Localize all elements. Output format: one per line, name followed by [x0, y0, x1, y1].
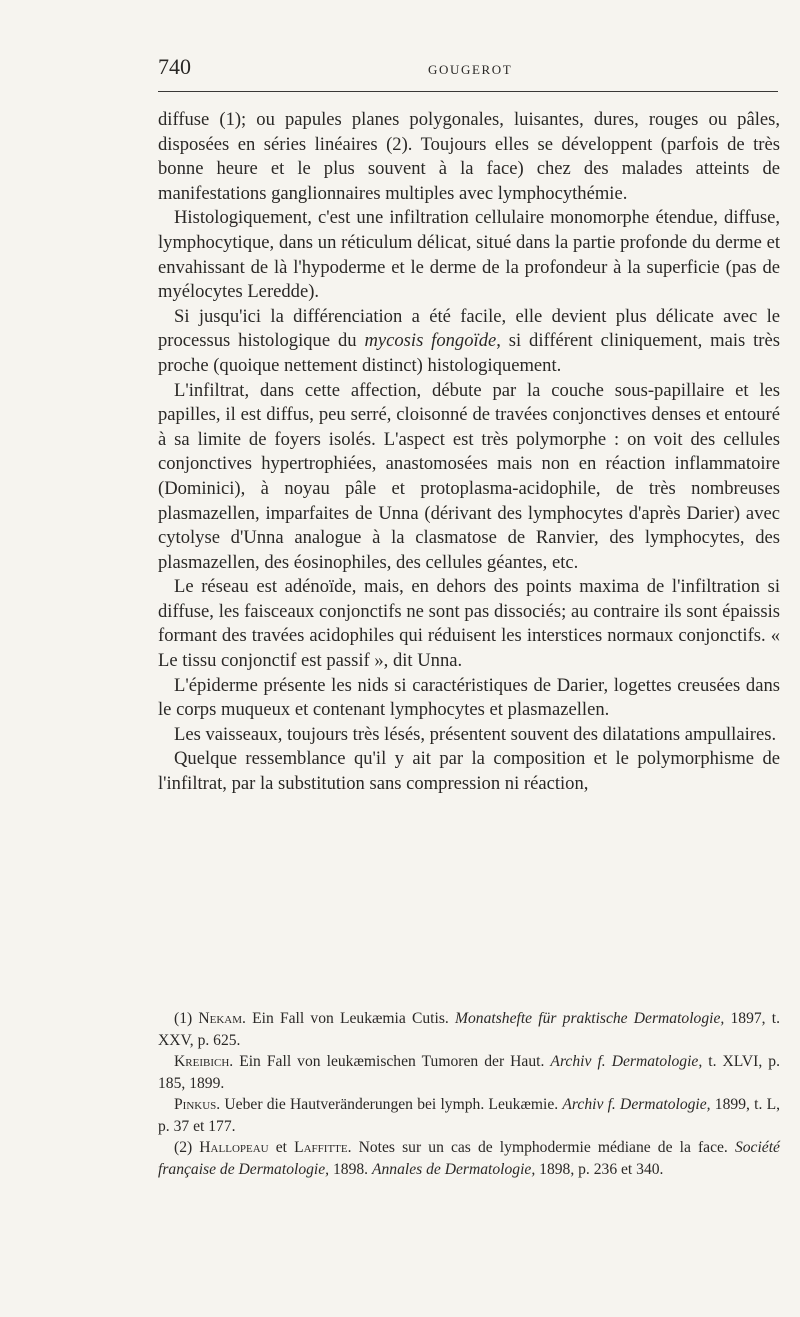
footnote-author: Laffitte	[294, 1139, 348, 1156]
footnotes	[158, 1008, 780, 1180]
footnote-author: Nekam	[198, 1010, 243, 1027]
paragraph: Histologiquement, c'est une infiltration cellulaire monomorphe étendue, diffuse, lymphocytique, dans un réticulum délicat, situé dans la partie profonde du derme et envahissant de là l'hypoderme et le derme de la profondeur à la superficie (pas de myélocytes Leredde).	[158, 207, 780, 303]
footnote-text: . Ueber die Hautveränderungen bei lymph. Leukæmie.	[216, 1096, 563, 1113]
footnote-text: . Notes sur un cas de lymphodermie médiane de la face.	[347, 1139, 735, 1156]
page-header	[158, 54, 780, 84]
header-rule	[158, 91, 778, 92]
footnote	[158, 1094, 780, 1137]
footnote-text: . Ein Fall von leukæmischen Tumoren der Haut.	[229, 1053, 551, 1070]
paragraph-text: Si jusqu'ici la différenciation a été facile, elle devient plus délicate avec le processus histologique du	[158, 305, 780, 352]
footnote-author: Pinkus	[174, 1096, 217, 1113]
paragraph: L'épiderme présente les nids si caractéristiques de Darier, logettes creusées dans le corps muqueux et contenant lymphocytes et plasmazellen.	[158, 674, 780, 721]
footnote-journal: Archiv f. Dermatologie,	[550, 1053, 703, 1070]
footnote	[158, 1051, 780, 1094]
paragraph: L'infiltrat, dans cette affection, débute par la couche sous-papillaire et les papilles, il est diffus, peu serré, cloisonné de travées conjonctives denses et entouré à sa limite de foyers isolés. L'aspect est très polymorphe : on voit des cellules conjonctives hypertrophiées, anastomosées mais non en réaction inflammatoire (Dominici), à noyau pâle et protoplasma-acidophile, de très nombreuses plasmazellen, imparfaites de Unna (dérivant des lymphocytes d'après Darier) avec cytolyse d'Unna analogue à la clasmatose de Ranvier, des lymphocytes, des plasmazellen, des éosinophiles, des cellules géantes, etc.	[158, 379, 780, 573]
footnote-text: . Ein Fall von Leukæmia Cutis.	[242, 1010, 455, 1027]
footnote-journal: Société française de Dermatologie,	[158, 1139, 780, 1178]
footnote-marker: (2)	[174, 1139, 200, 1156]
footnote-author: Hallopeau	[199, 1139, 269, 1156]
paragraph: Quelque ressemblance qu'il y ait par la composition et le polymorphisme de l'infiltrat, par la substitution sans compression ni réaction,	[158, 748, 780, 795]
paragraph-text: , si différent cliniquement, mais très proche (quoique nettement distinct) histologiquement.	[158, 330, 780, 376]
footnote-text: et	[268, 1139, 295, 1156]
footnote-ref: 1897, t. XXV, p. 625.	[158, 1010, 780, 1049]
footnote-author: Kreibich	[174, 1053, 230, 1070]
footnote-ref: t. XLVI, p. 185, 1899.	[158, 1053, 780, 1092]
footnote-marker: (1)	[174, 1010, 199, 1027]
paragraph	[158, 305, 780, 379]
paragraph: Le réseau est adénoïde, mais, en dehors des points maxima de l'infiltration si diffuse, les faisceaux conjonctifs ne sont pas dissociés; au contraire ils sont épaissis formant des travées acidophiles qui réduisent les interstices normaux conjonctifs. « Le tissu conjonctif est passif », dit Unna.	[158, 576, 780, 672]
italic-term: mycosis fongoïde	[364, 330, 497, 352]
running-head: GOUGEROT	[428, 62, 513, 77]
body-text	[158, 108, 780, 797]
footnote-journal: Monatshefte für praktische Dermatologie,	[455, 1010, 725, 1027]
footnote-journal: Annales de Dermatologie,	[371, 1160, 536, 1178]
footnote-journal: Archiv f. Dermatologie,	[562, 1096, 711, 1113]
paragraph: Les vaisseaux, toujours très lésés, présentent souvent des dilatations ampullaires.	[174, 723, 777, 745]
page-number: 740	[158, 54, 191, 79]
footnote	[158, 1137, 780, 1180]
footnote	[158, 1008, 780, 1051]
footnote-ref: 1898, p. 236 et 340.	[535, 1160, 664, 1178]
footnote-text: 1898.	[329, 1160, 372, 1178]
footnote-ref: 1899, t. L, p. 37 et 177.	[158, 1096, 780, 1135]
paragraph: diffuse (1); ou papules planes polygonales, luisantes, dures, rouges ou pâles, disposées en séries linéaires (2). Toujours elles se développent (parfois de très bonne heure et le plus souvent à la face) chez des malades atteints de manifestations ganglionnaires multiples avec lymphocythémie.	[158, 109, 780, 204]
